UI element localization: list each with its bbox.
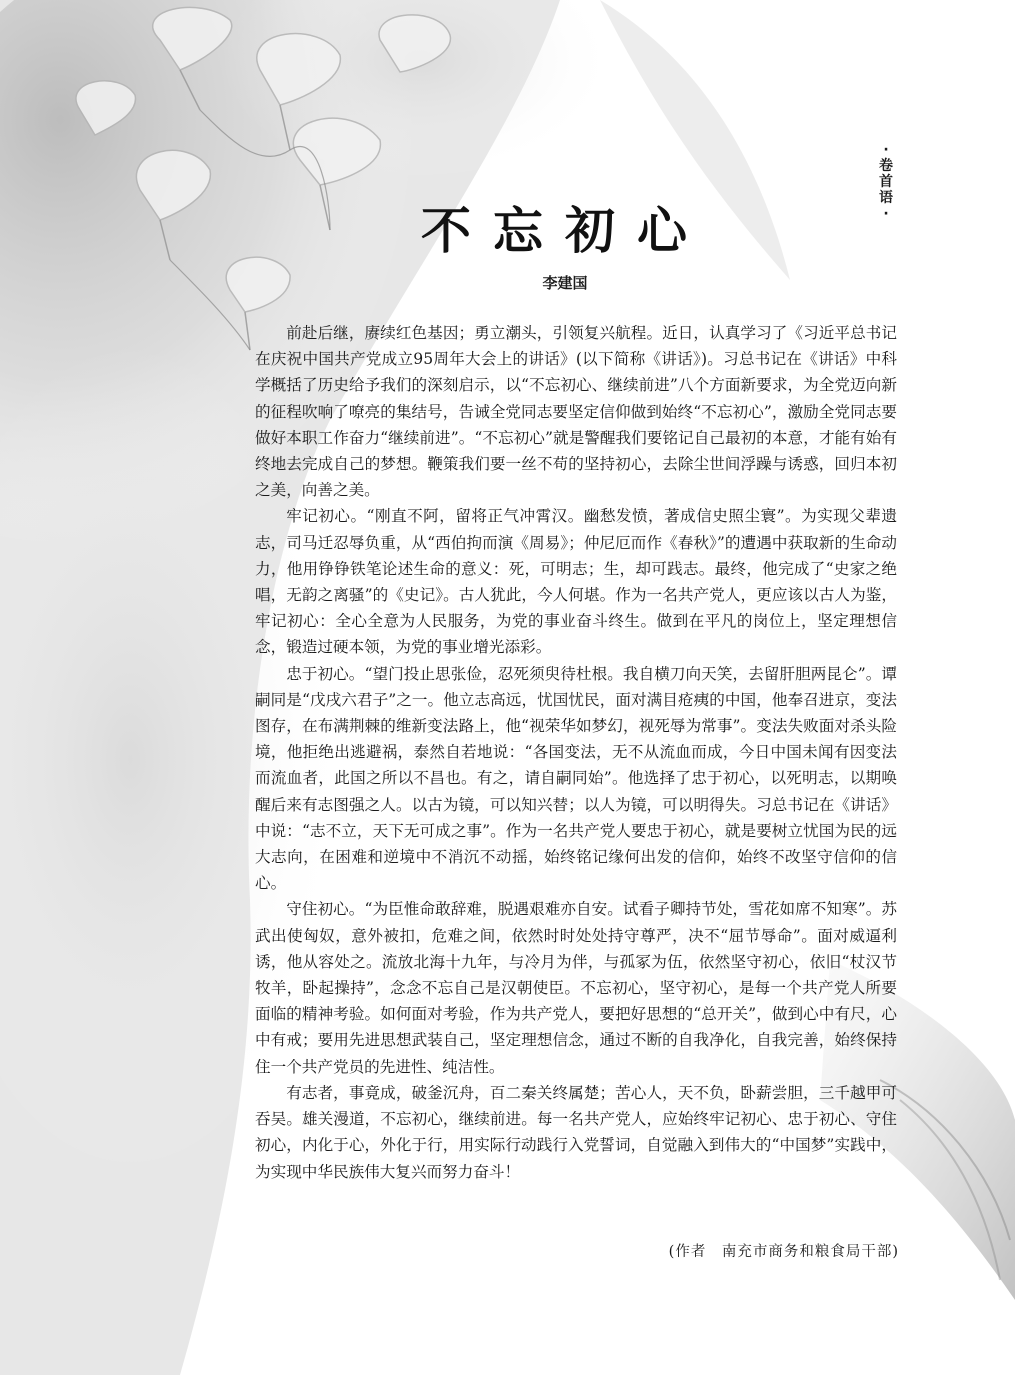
paragraph-intro: 前赴后继，赓续红色基因；勇立潮头，引领复兴航程。近日，认真学习了《习近平总书记在庆祝中国共产党成立95周年大会上的讲话》(以下简称《讲话》)。习总书记在《讲话》中科学概括了历史给予我们的深刻启示，以“不忘初心、继续前进”八个方面新要求，为全党迈向新的征程吹响了嘹亮的集结号，告诫全党同志要坚定信仰做到始终“不忘初心”，激励全党同志要做好本职工作奋力“继续前进”。“不忘初心”就是警醒我们要铭记自己最初的本意，才能有始有终地去完成自己的梦想。鞭策我们要一丝不苟的坚持初心，去除尘世间浮躁与诱惑，回归本初之美，向善之美。	[255, 324, 897, 500]
section-label-char: 语	[879, 190, 893, 206]
section-label-char: 首	[879, 174, 893, 190]
section-label-char: 卷	[879, 158, 893, 174]
section-label-dot-bottom: ·	[883, 206, 889, 222]
paragraph-guard: 守住初心。“为臣惟命敢辞难，脱遇艰难亦自安。试看子卿持节处，雪花如席不知寒”。苏武出使匈奴，意外被扣，危难之间，依然时时处处持守尊严，决不“屈节辱命”。面对威逼利诱，他从容处之。流放北海十九年，与冷月为伴，与孤冢为伍，依然坚守初心，依旧“杖汉节牧羊，卧起操持”，念念不忘自己是汉朝使臣。不忘初心，坚守初心，是每一个共产党人所要面临的精神考验。如何面对考验，作为共产党人，要把好思想的“总开关”，做到心中有尺，心中有戒；要用先进思想武装自己，坚定理想信念，通过不断的自我净化，自我完善，始终保持住一个共产党员的先进性、纯洁性。	[255, 900, 897, 1076]
section-label-vertical	[875, 142, 897, 222]
author-byline: (作者 南充市商务和粮食局干部)	[668, 1244, 899, 1260]
paragraph-remember: 牢记初心。“刚直不阿，留将正气冲霄汉。幽愁发愤，著成信史照尘寰”。为实现父辈遗志，司马迁忍辱负重，从“西伯拘而演《周易》；仲尼厄而作《春秋》”的遭遇中获取新的生命动力，他用铮铮铁笔论述生命的意义：死，可明志；生，却可践志。最终，他完成了“史家之绝唱，无韵之离骚”的《史记》。古人犹此，今人何堪。作为一名共产党人，更应该以古人为鉴，牢记初心：全心全意为人民服务，为党的事业奋斗终生。做到在平凡的岗位上，坚定理想信念，锻造过硬本领，为党的事业增光添彩。	[255, 507, 897, 657]
author-name: 李建国	[542, 274, 588, 292]
article-body	[255, 320, 897, 1185]
page-title: 不忘初心	[421, 202, 709, 260]
paragraph-loyal: 忠于初心。“望门投止思张俭，忍死须臾待杜根。我自横刀向天笑，去留肝胆两昆仑”。谭嗣同是“戊戌六君子”之一。他立志高远，忧国忧民，面对满目疮痍的中国，他奉召进京，变法图存，在布满荆棘的维新变法路上，他“视荣华如梦幻，视死辱为常事”。变法失败面对杀头险境，他拒绝出逃避祸，泰然自若地说：“各国变法，无不从流血而成，今日中国未闻有因变法而流血者，此国之所以不昌也。有之，请自嗣同始”。他选择了忠于初心，以死明志，以期唤醒后来有志图强之人。以古为镜，可以知兴替；以人为镜，可以明得失。习总书记在《讲话》中说：“志不立，天下无可成之事”。作为一名共产党人要忠于初心，就是要树立忧国为民的远大志向，在困难和逆境中不消沉不动摇，始终铭记缘何出发的信仰，始终不改坚守信仰的信心。	[255, 664, 897, 893]
section-label-dot-top: ·	[883, 142, 889, 158]
paragraph-conclusion: 有志者，事竟成，破釜沉舟，百二秦关终属楚；苦心人，天不负，卧薪尝胆，三千越甲可吞吴。雄关漫道，不忘初心，继续前进。每一名共产党人，应始终牢记初心、忠于初心、守住初心，内化于心，外化于行，用实际行动践行入党誓词，自觉融入到伟大的“中国梦”实践中，为实现中华民族伟大复兴而努力奋斗！	[255, 1083, 897, 1181]
